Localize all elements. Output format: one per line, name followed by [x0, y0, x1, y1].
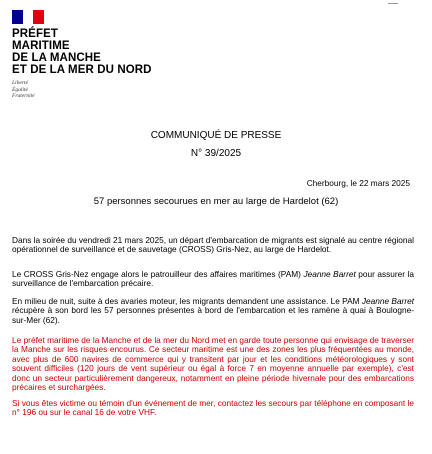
flag-white-band [23, 10, 33, 24]
document-number: N° 39/2025 [190, 148, 242, 159]
prefecture-logo [12, 10, 162, 100]
prefet-line-1: PRÉFET [12, 28, 58, 40]
document-type-label: COMMUNIQUÉ DE PRESSE [150, 130, 282, 141]
prefet-line-3: DE LA MANCHE [12, 52, 101, 64]
press-headline: 57 personnes secourues en mer au large de Hardelot (62) [93, 196, 339, 207]
p3-text-b: récupère à son bord les 57 personnes présentes à bord de l'embarcation et les ramène à quai à Boulogne-sur-Mer (62). [12, 305, 414, 325]
paragraph-warning: Le préfet maritime de la Manche et de la mer du Nord met en garde toute personne qui envisage de traverser la Manche sur les risques encourus. Ce secteur maritime est une des zones les plus fréquentées au monde, avec plus de 600 navires de commerce qui y transitent par jour et les conditions météorologiques y sont souvent difficiles (120 jours de vent supérieur ou égal à force 7 en moyenne annuelle par exemple), c'est donc un secteur particulièrement dangereux, notamment en pleine période hivernale pour des embarcations précaires et surchargées. [12, 335, 414, 393]
flag-red-band [33, 10, 44, 24]
motto-egalite: Égalité [12, 86, 28, 93]
paragraph-emergency-contact: Si vous êtes victime ou témoin d'un événement de mer, contactez les secours par téléphone en composant le n° 196 ou sur le canal 16 de votre VHF. [12, 398, 414, 418]
prefet-title [12, 28, 162, 76]
p3-vessel-name: Jeanne Barret [361, 296, 415, 306]
paragraph-alert: Dans la soirée du vendredi 21 mars 2025, un départ d'embarcation de migrants est signalé au centre régional opérationnel de surveillance et de sauvetage (CROSS) Gris-Nez, au large de Hardelot. [12, 235, 414, 255]
paragraph-cross-engagement [12, 270, 414, 289]
prefet-line-2: MARITIME [12, 40, 70, 52]
prefet-line-4: ET DE LA MER DU NORD [12, 64, 152, 76]
republic-motto [12, 80, 162, 100]
dateline: Cherbourg, le 22 mars 2025 [306, 178, 410, 188]
p2-vessel-name: Jeanne Barret [303, 269, 356, 279]
page-corner-mark [388, 0, 398, 4]
p2-text-b: pour assurer la surveillance de l'embarcation précaire. [12, 269, 414, 289]
flag-blue-band [12, 10, 23, 24]
motto-fraternite: Fraternité [12, 93, 35, 99]
p3-text-a: En milieu de nuit, suite à des avaries moteur, les migrants demandent une assistance. Le PAM [12, 296, 362, 306]
motto-liberte: Liberté [12, 80, 28, 86]
p2-text-a: Le CROSS Gris-Nez engage alors le patrouilleur des affaires maritimes (PAM) [12, 269, 304, 279]
french-flag-icon [12, 10, 44, 24]
paragraph-rescue [12, 297, 414, 325]
